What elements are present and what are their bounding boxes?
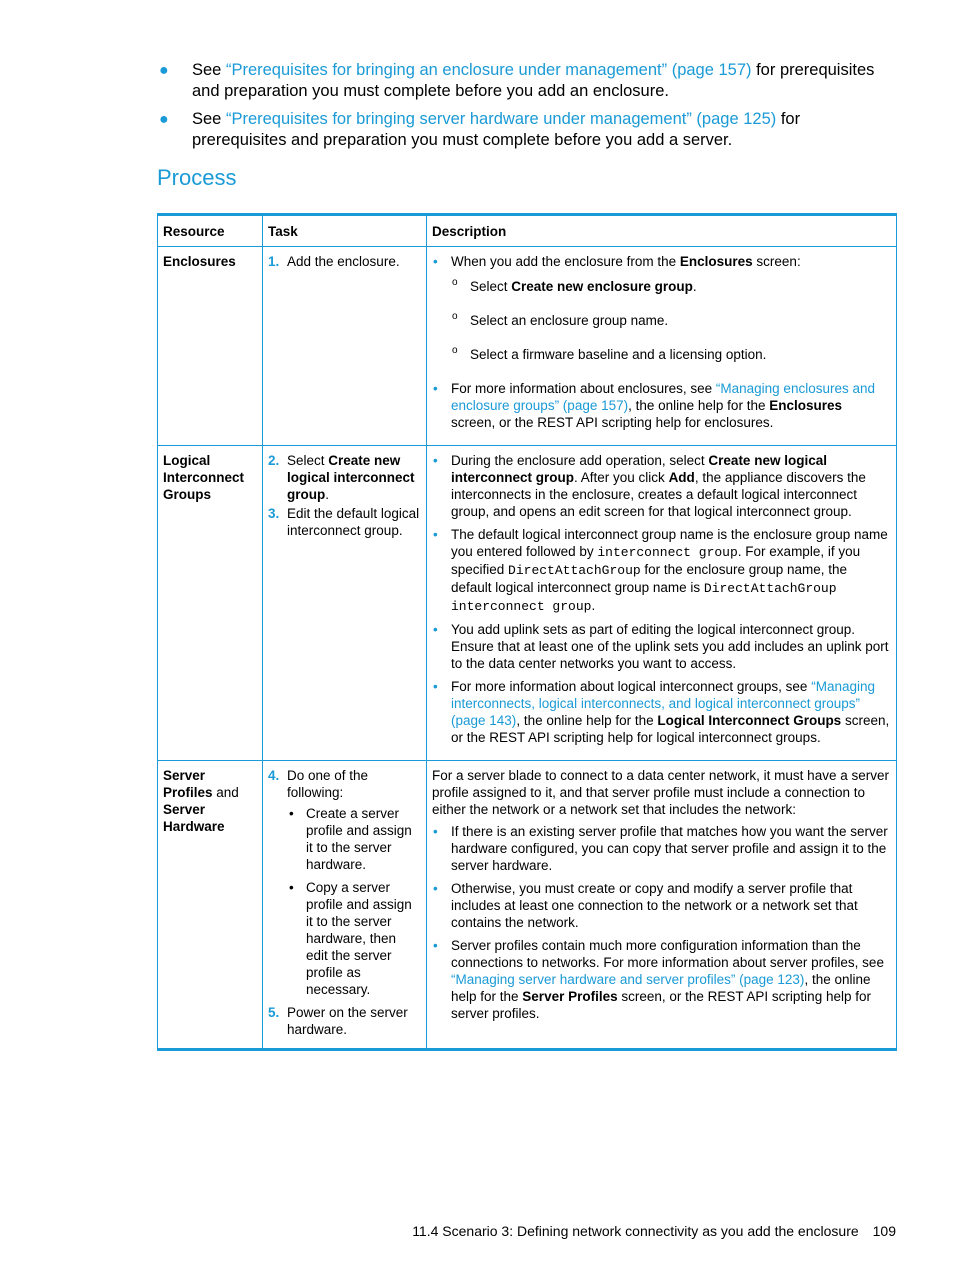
task-steps	[268, 452, 420, 539]
description-item: • The default logical interconnect group name is the enclosure group name you entered followed by interconnect group. For example, if you specified DirectAttachGroup for the enclosure group name, the default logical interconnect group name is DirectAttachGroup interconnect group.	[433, 527, 888, 614]
description-cell	[427, 761, 897, 1050]
managing-interconnects-link[interactable]: “Managing interconnects, logical interconnects, and logical interconnect groups” (page 143)	[451, 679, 875, 728]
description-item: • During the enclosure add operation, select Create new logical interconnect group. After you click Add, the appliance discovers the interconnects in the enclosure, creates a default logical interconnect group, and opens an edit screen for that logical interconnect group.	[433, 453, 866, 519]
intro-bullet-list	[157, 60, 897, 158]
description-item: • You add uplink sets as part of editing the logical interconnect group. Ensure that at least one of the uplink sets you add includes an uplink port to the data center networks you want to access.	[433, 622, 889, 671]
description-lead: For a server blade to connect to a data center network, it must have a server profile assigned to it, and that server profile must include a connection to either the network or a network set that includes the network:	[432, 768, 889, 817]
server-prerequisites-link[interactable]: “Prerequisites for bringing server hardware under management” (page 125)	[225, 110, 777, 128]
resource-cell: Enclosures	[158, 247, 263, 446]
description-item: • For more information about logical interconnect groups, see “Managing interconnects, logical interconnects, and logical interconnect groups” (page 143), the online help for the Logical Interconnect Groups screen, or the REST API scripting help for logical interconnect groups.	[433, 679, 890, 745]
footer-section-title: 11.4 Scenario 3: Defining network connectivity as you add the enclosure	[412, 1223, 859, 1239]
description-item: • Otherwise, you must create or copy and modify a server profile that includes at least one connection to the network or a network set that contains the network.	[433, 881, 858, 930]
bullet-icon: •	[433, 824, 438, 839]
bullet-icon: •	[433, 453, 438, 468]
bullet-icon: •	[433, 938, 438, 953]
description-item: • For more information about enclosures, see “Managing enclosures and enclosure groups” (page 157), the online help for the Enclosures screen, or the REST API scripting help for enclosures.	[433, 381, 875, 430]
description-item: • If there is an existing server profile that matches how you want the server hardware configured, you can copy that server profile and assign it to the server hardware.	[433, 824, 888, 873]
task-cell	[263, 247, 427, 446]
step-1: 1. Add the enclosure.	[268, 254, 400, 269]
step-4-option: • Copy a server profile and assign it to the server hardware, then edit the server profile as necessary.	[287, 879, 420, 998]
step-4-option: • Create a server profile and assign it to the server hardware.	[287, 805, 420, 873]
table-header-row	[158, 215, 897, 247]
description-list	[432, 823, 890, 1022]
bullet-icon: •	[433, 527, 438, 542]
step-4-options	[287, 805, 420, 998]
sub-option: o Select an enclosure group name.	[451, 312, 890, 329]
table-row-server-profiles	[158, 761, 897, 1050]
sub-option: o Select a firmware baseline and a licensing option.	[451, 346, 890, 363]
enclosure-prerequisites-link[interactable]: “Prerequisites for bringing an enclosure under management” (page 157)	[225, 61, 752, 79]
task-cell	[263, 761, 427, 1050]
process-table	[157, 213, 897, 1051]
task-cell	[263, 446, 427, 761]
managing-server-hardware-link[interactable]: “Managing server hardware and server profiles” (page 123)	[451, 972, 805, 987]
resource-cell: Server Profiles and Server Hardware	[158, 761, 263, 1050]
step-3: 3. Edit the default logical interconnect group.	[268, 506, 420, 538]
bullet-icon: •	[433, 881, 438, 896]
description-item: • Server profiles contain much more configuration information than the connections to networks. For more information about server profiles, see “Managing server hardware and server profiles” (page 123), the online help for the Server Profiles screen, or the REST API scripting help for server profiles.	[433, 938, 884, 1021]
description-list	[432, 253, 890, 431]
task-steps	[268, 253, 420, 270]
sub-option: o Select Create new enclosure group.	[451, 278, 890, 295]
page-number: 109	[872, 1223, 896, 1239]
table-row-logical-interconnect-groups	[158, 446, 897, 761]
header-description: Description	[427, 215, 897, 247]
intro-item-server: ● See “Prerequisites for bringing server hardware under management” (page 125) for prerequisites and preparation you must complete before you add a server.	[159, 110, 801, 149]
table-row-enclosures	[158, 247, 897, 446]
header-task: Task	[263, 215, 427, 247]
resource-cell: Logical Interconnect Groups	[158, 446, 263, 761]
page-footer	[0, 1223, 896, 1239]
description-item: • When you add the enclosure from the Enclosures screen: o Select Create new enclosure group. o Select an enclosure group name. o Select a firmware baseline and a licensing option.	[432, 253, 890, 363]
sub-option-list	[451, 278, 890, 363]
description-list	[432, 452, 890, 746]
bullet-icon: •	[433, 679, 438, 694]
process-heading: Process	[157, 165, 237, 190]
intro-item-enclosure: ● See “Prerequisites for bringing an enclosure under management” (page 157) for prerequisites and preparation you must complete before you add an enclosure.	[159, 61, 875, 100]
description-cell	[427, 247, 897, 446]
step-2: 2. Select Create new logical interconnect group.	[268, 453, 415, 502]
description-cell	[427, 446, 897, 761]
bullet-icon: ●	[159, 62, 169, 79]
bullet-icon: •	[433, 622, 438, 637]
managing-enclosures-link[interactable]: “Managing enclosures and enclosure groups” (page 157)	[451, 381, 875, 413]
bullet-icon: •	[433, 381, 438, 396]
step-5: 5. Power on the server hardware.	[268, 1005, 408, 1037]
task-steps	[268, 767, 420, 1038]
header-resource: Resource	[158, 215, 263, 247]
step-4: 4. Do one of the following: • Create a server profile and assign it to the server hardware. • Copy a server profile and assign it to the server hardware, then edit the server profile as necessary.	[268, 767, 420, 998]
bullet-icon: ●	[159, 111, 169, 128]
bullet-icon: •	[433, 254, 438, 269]
